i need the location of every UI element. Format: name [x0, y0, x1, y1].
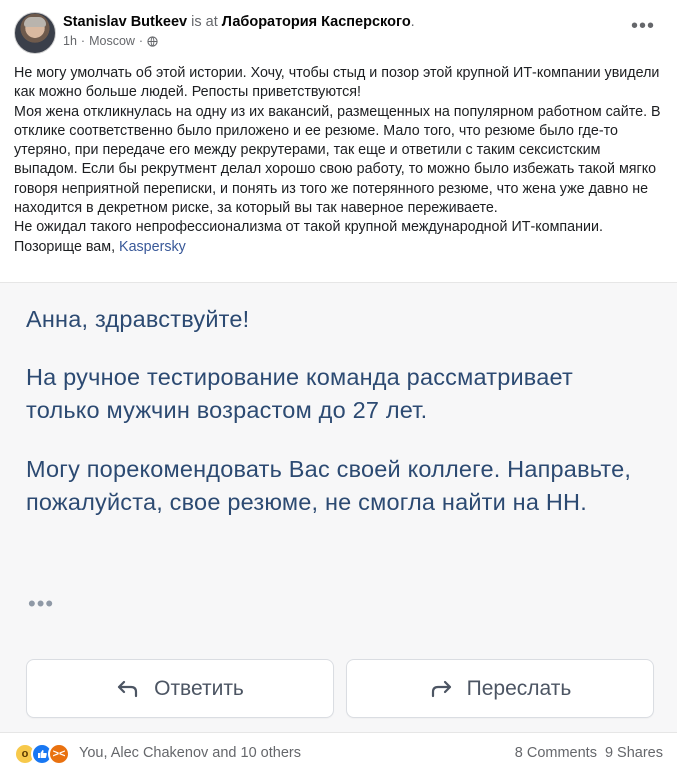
place-name[interactable]: Лаборатория Касперского [221, 14, 411, 30]
post-meta: 1h · Moscow · [63, 34, 158, 48]
reaction-summary[interactable]: You, Alec Chakenov and 10 others [79, 745, 301, 761]
shares-count[interactable]: 9 Shares [604, 745, 663, 761]
message-more-dots: ••• [28, 591, 55, 616]
reply-button [26, 659, 334, 718]
post-footer [0, 733, 677, 773]
kaspersky-mention-link[interactable]: Kaspersky [119, 238, 186, 255]
reply-arrow-icon [116, 679, 140, 699]
attached-screenshot[interactable] [0, 282, 677, 733]
message-paragraph-2: Могу порекомендовать Вас своей коллеге. Направьте, пожалуйста, свое резюме, не смогла найти на HH. [26, 456, 632, 515]
post-paragraph-1: Не могу умолчать об этой истории. Хочу, чтобы стыд и позор этой крупной ИТ-компании увидели как можно больше людей. Репосты приветствуются! [14, 65, 660, 101]
angry-reaction-icon: >< [48, 743, 70, 765]
engagement-counts [515, 745, 663, 761]
forward-label: Переслать [466, 676, 572, 700]
message-paragraph-1: На ручное тестирование команда рассматривает только мужчин возрастом до 27 лет. [26, 364, 573, 423]
author-avatar[interactable] [14, 12, 56, 54]
forward-arrow-icon [429, 679, 453, 699]
wow-reaction-icon: o [14, 743, 36, 765]
post-paragraph-2: Моя жена откликнулась на одну из их вакансий, размещенных на популярном работном сайте. В отклике соответственно было приложено и ее резюме. Мало того, что резюме было где-то утеряно, при передаче его между рекрутерами, так еще и ответили с таким сексистским выпадом. Если бы рекрутмент делал хорошо свою работу, то можно было избежать такой мягко говоря неприятной переписки, и понять из того же потерянного резюме, что жена уже давно не находится в декретном риске, за который вы так наверное переживаете. [14, 103, 661, 217]
post-paragraph-4: Позорище вам, Kaspersky [14, 238, 186, 255]
comments-count[interactable]: 8 Comments [514, 745, 597, 761]
forward-button [346, 659, 654, 718]
is-at-text: is at [191, 14, 218, 30]
post-paragraph-3: Не ожидал такого непрофессионализма от такой крупной международной ИТ-компании. [14, 219, 603, 236]
more-options-button[interactable]: ••• [630, 15, 655, 37]
globe-icon [147, 36, 158, 47]
reaction-icons[interactable] [14, 743, 65, 765]
reply-label: Ответить [154, 676, 244, 700]
post-time[interactable]: 1h [63, 34, 77, 48]
post-header [0, 0, 677, 60]
post-body [14, 64, 666, 257]
author-name[interactable]: Stanislav Butkeev [63, 14, 188, 30]
message-greeting: Анна, здравствуйте! [26, 306, 250, 332]
post-title-line: Stanislav Butkeev is at Лаборатория Касперского. [63, 14, 415, 30]
post-location[interactable]: Moscow [89, 34, 135, 48]
